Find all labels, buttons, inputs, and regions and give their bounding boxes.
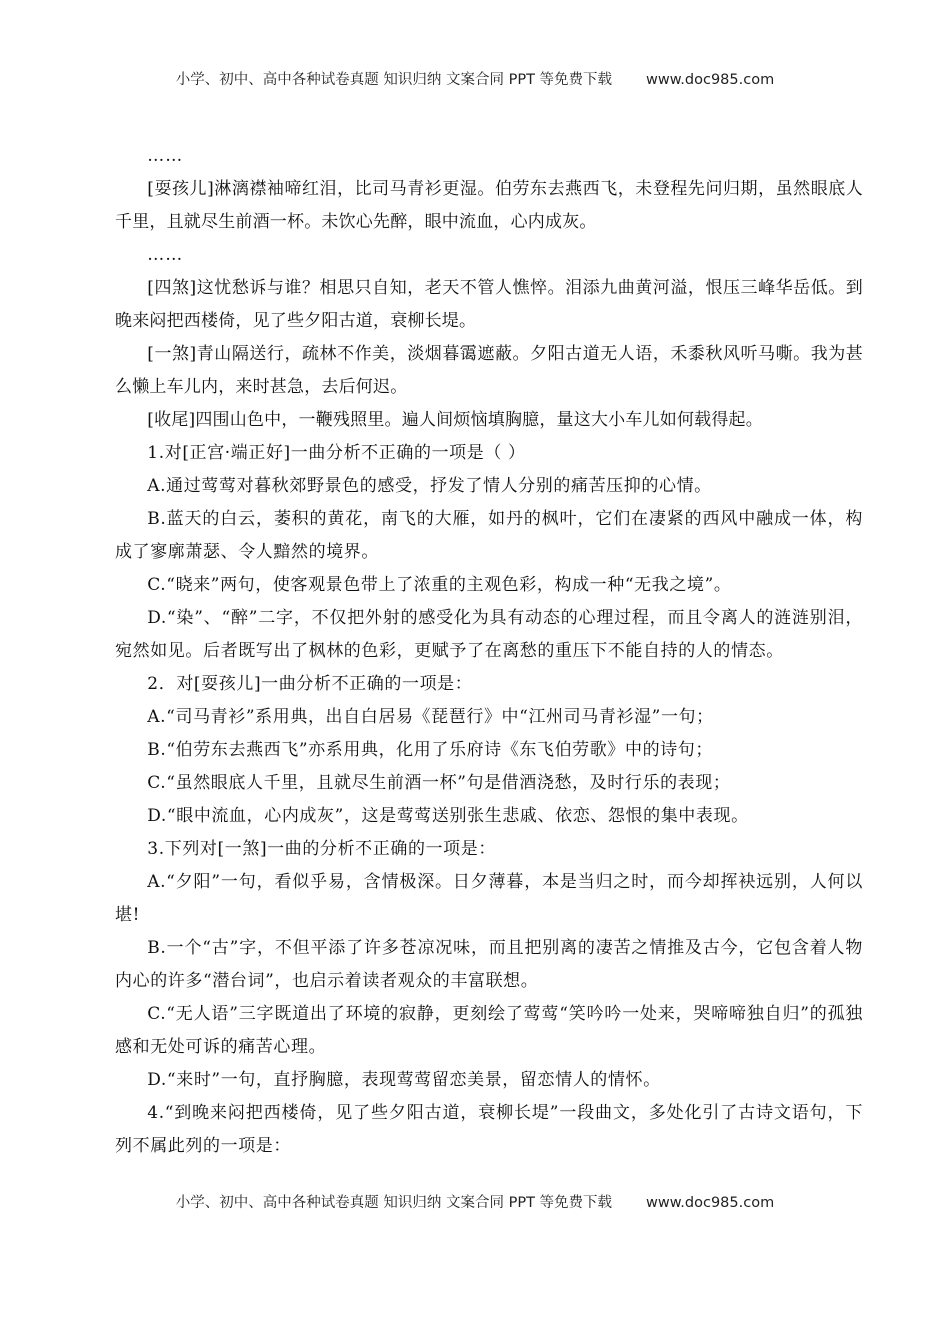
ellipsis: …… bbox=[147, 245, 184, 265]
question-2-option-d: D.“眼中流血，心内成灰”，这是莺莺送别张生悲戚、依恋、怨恨的集中表现。 bbox=[147, 806, 749, 826]
question-2-stem: 2．对[耍孩儿]一曲分析不正确的一项是： bbox=[147, 674, 473, 694]
question-2-option-c: C.“虽然眼底人千里，且就尽生前酒一杯”句是借酒浇愁，及时行乐的表现； bbox=[147, 773, 731, 793]
header-site-link[interactable]: www.doc985.com bbox=[646, 72, 775, 88]
page-footer bbox=[0, 1191, 950, 1212]
question-1-option-c: C.“晓来”两句，使客观景色带上了浓重的主观色彩，构成一种“无我之境”。 bbox=[147, 575, 732, 595]
question-1-option-b: B.蓝天的白云，萎积的黄花，南飞的大雁，如丹的枫叶，它们在凄紧的西风中融成一体，构成了寥廓萧瑟、令人黯然的境界。 bbox=[115, 509, 863, 562]
verse-shuaihaier: [耍孩儿]淋漓襟袖啼红泪，比司马青衫更湿。伯劳东去燕西飞，未登程先问归期，虽然眼底人千里，且就尽生前酒一杯。未饮心先醉，眼中流血，心内成灰。 bbox=[115, 179, 863, 232]
page-header bbox=[0, 68, 950, 89]
verse-yisha: [一煞]青山隔送行，疏林不作美，淡烟暮霭遮蔽。夕阳古道无人语，禾黍秋风听马嘶。我为甚么懒上车儿内，来时甚急，去后何迟。 bbox=[115, 344, 863, 397]
question-3-option-a: A.“夕阳”一句，看似乎易，含情极深。日夕薄暮，本是当归之时，而今却挥袂远别，人何以堪! bbox=[115, 872, 863, 925]
verse-sisha: [四煞]这忧愁诉与谁？相思只自知，老天不管人憔悴。泪添九曲黄河溢，恨压三峰华岳低。到晚来闷把西楼倚，见了些夕阳古道，衰柳长堤。 bbox=[115, 278, 863, 331]
question-1-stem: 1.对[正宫·端正好]一曲分析不正确的一项是（ ） bbox=[147, 443, 526, 463]
footer-site-link[interactable]: www.doc985.com bbox=[646, 1195, 775, 1211]
question-3-option-d: D.“来时”一句，直抒胸臆，表现莺莺留恋美景，留恋情人的情怀。 bbox=[147, 1070, 661, 1090]
question-3-option-c: C.“无人语”三字既道出了环境的寂静，更刻绘了莺莺“笑吟吟一处来，哭啼啼独自归”的孤独感和无处可诉的痛苦心理。 bbox=[115, 1004, 863, 1057]
question-3-stem: 3.下列对[一煞]一曲的分析不正确的一项是： bbox=[147, 839, 496, 859]
verse-shouwei: [收尾]四围山色中，一鞭残照里。遍人间烦恼填胸臆，量这大小车儿如何载得起。 bbox=[147, 410, 763, 430]
document-body bbox=[115, 140, 863, 1163]
footer-text: 小学、初中、高中各种试卷真题 知识归纳 文案合同 PPT 等免费下载 bbox=[175, 1195, 613, 1211]
question-2-option-b: B.“伯劳东去燕西飞”亦系用典，化用了乐府诗《东飞伯劳歌》中的诗句； bbox=[147, 740, 713, 760]
ellipsis: …… bbox=[147, 146, 184, 166]
question-2-option-a: A.“司马青衫”系用典，出自白居易《琵琶行》中“江州司马青衫湿”一句； bbox=[147, 707, 714, 727]
question-1-option-d: D.“染”、“醉”二字，不仅把外射的感受化为具有动态的心理过程，而且令离人的涟涟别泪，宛然如见。后者既写出了枫林的色彩，更赋予了在离愁的重压下不能自持的人的情态。 bbox=[115, 608, 863, 661]
question-4-stem: 4.“到晚来闷把西楼倚，见了些夕阳古道，衰柳长堤”一段曲文，多处化引了古诗文语句，下列不属此列的一项是： bbox=[115, 1103, 863, 1156]
header-text: 小学、初中、高中各种试卷真题 知识归纳 文案合同 PPT 等免费下载 bbox=[175, 72, 613, 88]
question-3-option-b: B.一个“古”字，不但平添了许多苍凉况味，而且把别离的凄苦之情推及古今，它包含着人物内心的许多“潜台词”，也启示着读者观众的丰富联想。 bbox=[115, 938, 863, 991]
question-1-option-a: A.通过莺莺对暮秋郊野景色的感受，抒发了情人分别的痛苦压抑的心情。 bbox=[147, 476, 712, 496]
